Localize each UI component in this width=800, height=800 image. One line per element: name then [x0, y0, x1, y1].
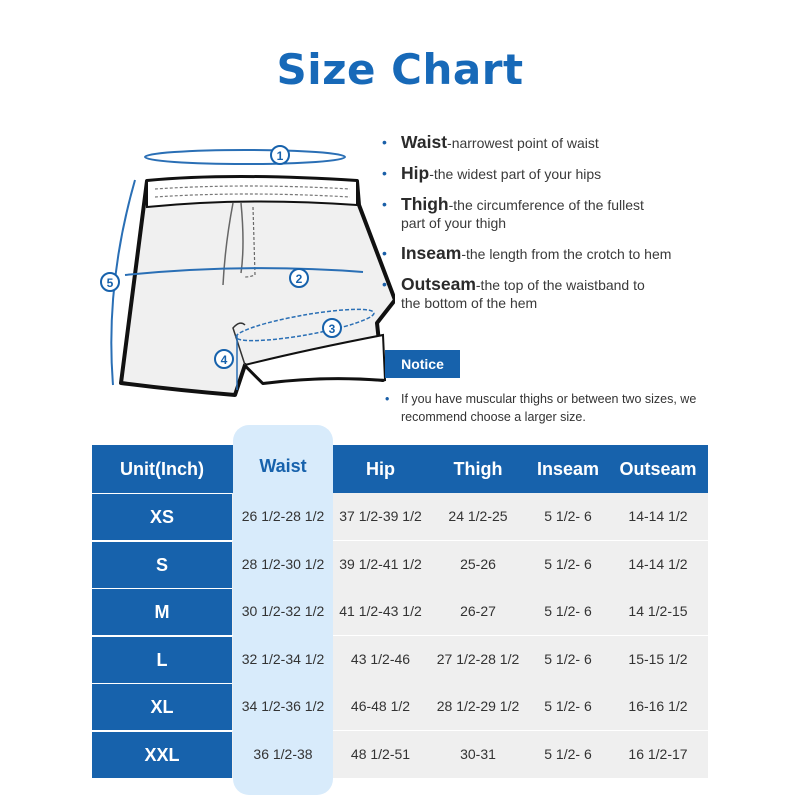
svg-text:4: 4: [220, 353, 228, 367]
definition-term: Hip: [401, 163, 430, 183]
cell-thigh: 28 1/2-29 1/2: [436, 698, 520, 714]
definition-term: Inseam: [401, 243, 462, 263]
header-inseam: Inseam: [536, 459, 600, 479]
header-outseam: Outseam: [619, 459, 697, 479]
notice-text: [385, 390, 715, 426]
bullet-icon: •: [382, 134, 387, 150]
marker-5: [101, 273, 119, 291]
shorts-illustration: [95, 135, 395, 405]
bullet-icon: •: [382, 276, 387, 292]
marker-1: [271, 146, 289, 164]
definition-term: Thigh: [401, 194, 449, 214]
marker-4: [215, 350, 233, 368]
bullet-icon: •: [382, 245, 387, 261]
marker-3: [323, 319, 341, 337]
bullet-icon: •: [385, 392, 390, 406]
size-label: XXL: [92, 731, 232, 778]
cell-waist: 32 1/2-34 1/2: [241, 650, 325, 667]
cell-thigh: 27 1/2-28 1/2: [436, 650, 520, 667]
size-label: XS: [92, 493, 232, 540]
cell-outseam: 14 1/2-15: [628, 603, 688, 619]
page-title: Size Chart: [276, 45, 524, 94]
cell-hip: 43 1/2-46: [350, 650, 411, 667]
cell-hip: 46-48 1/2: [350, 698, 411, 714]
cell-hip: 48 1/2-51: [350, 745, 411, 762]
definition-term: Waist: [401, 132, 448, 152]
definition-desc: -the length from the crotch to hem: [461, 246, 672, 262]
header-hip: Hip: [366, 459, 395, 479]
notice-badge: Notice: [385, 350, 460, 378]
bullet-icon: •: [382, 165, 387, 181]
cell-inseam: 5 1/2- 6: [544, 745, 592, 762]
cell-outseam: 16 1/2-17: [628, 745, 688, 762]
notice-text-content: If you have muscular thighs or between two sizes, we recommend choose a larger size.: [401, 392, 697, 424]
definition-desc-cont: the bottom of the hem: [401, 295, 538, 311]
header-unit: Unit(Inch): [120, 459, 204, 479]
cell-outseam: 14-14 1/2: [628, 555, 688, 572]
definition-inseam: [382, 244, 782, 263]
size-label: S: [92, 541, 232, 588]
size-label: L: [92, 636, 232, 683]
cell-thigh: 25-26: [460, 555, 496, 572]
cell-waist: 34 1/2-36 1/2: [241, 698, 325, 714]
cell-inseam: 5 1/2- 6: [544, 603, 592, 619]
cell-outseam: 16-16 1/2: [628, 698, 688, 714]
cell-waist: 30 1/2-32 1/2: [241, 603, 325, 619]
definition-desc-cont: part of your thigh: [401, 215, 507, 231]
definition-desc: -the top of the waistband to: [475, 277, 645, 293]
table-row: [92, 636, 708, 683]
bullet-icon: •: [382, 196, 387, 212]
definition-thigh: [382, 195, 782, 232]
cell-inseam: 5 1/2- 6: [544, 555, 592, 572]
definition-waist: [382, 133, 782, 152]
definition-desc: -the widest part of your hips: [429, 166, 602, 182]
definition-desc: -the circumference of the fullest: [448, 197, 644, 213]
table-row: [92, 541, 708, 588]
marker-2: [290, 269, 308, 287]
cell-waist: 26 1/2-28 1/2: [241, 508, 325, 524]
table-row: [92, 683, 708, 730]
svg-text:2: 2: [295, 272, 303, 286]
svg-text:1: 1: [276, 149, 284, 163]
header-thigh: Thigh: [453, 459, 503, 479]
cell-thigh: 24 1/2-25: [448, 508, 508, 524]
table-row: [92, 588, 708, 635]
definition-hip: [382, 164, 782, 183]
cell-inseam: 5 1/2- 6: [544, 698, 592, 714]
cell-hip: 37 1/2-39 1/2: [339, 508, 422, 524]
size-label: XL: [92, 683, 232, 730]
definition-term: Outseam: [401, 274, 476, 294]
cell-waist: 28 1/2-30 1/2: [241, 555, 325, 572]
measurement-definitions: [382, 133, 782, 324]
cell-hip: 41 1/2-43 1/2: [339, 603, 422, 619]
svg-text:5: 5: [106, 276, 114, 290]
cell-waist: 36 1/2-38: [253, 745, 313, 762]
size-table: [92, 445, 708, 775]
cell-inseam: 5 1/2- 6: [544, 650, 592, 667]
svg-text:3: 3: [328, 322, 336, 336]
cell-inseam: 5 1/2- 6: [544, 508, 592, 524]
cell-outseam: 15-15 1/2: [628, 650, 688, 667]
cell-outseam: 14-14 1/2: [628, 508, 688, 524]
header-waist: Waist: [259, 456, 307, 476]
cell-thigh: 26-27: [460, 603, 496, 619]
definition-desc: -narrowest point of waist: [447, 135, 599, 151]
size-label: M: [92, 588, 232, 635]
definition-outseam: [382, 275, 782, 312]
table-row: [92, 731, 708, 778]
cell-thigh: 30-31: [460, 745, 496, 762]
cell-hip: 39 1/2-41 1/2: [339, 555, 422, 572]
table-row: [92, 493, 708, 540]
